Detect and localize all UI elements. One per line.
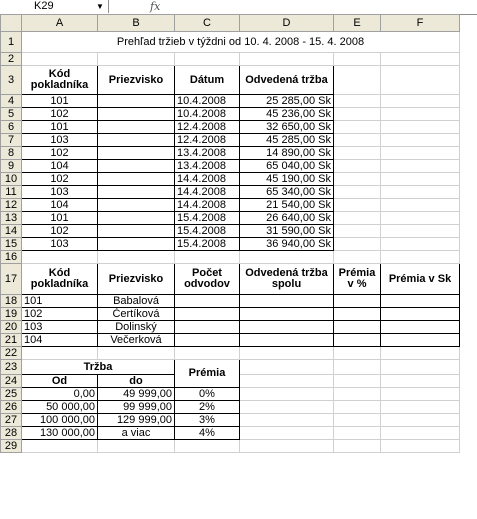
cell[interactable] <box>334 66 381 95</box>
column-header-c[interactable]: C <box>175 15 240 32</box>
cell[interactable] <box>381 121 460 134</box>
cell[interactable] <box>240 440 334 453</box>
table-row <box>1 212 460 225</box>
t3-cell-bonus[interactable]: 3% <box>175 414 240 427</box>
t1-cell-surname[interactable] <box>98 199 175 212</box>
cell[interactable] <box>240 360 334 375</box>
t1-cell-date[interactable]: 10.4.2008 <box>175 108 240 121</box>
t1-cell-date[interactable]: 15.4.2008 <box>175 212 240 225</box>
t1-cell-revenue[interactable]: 21 540,00 Sk <box>240 199 334 212</box>
cell[interactable] <box>381 427 460 440</box>
column-header-row <box>1 15 460 32</box>
sheet-title[interactable]: Prehľad tržieb v týždni od 10. 4. 2008 - 15. 4. 2008 <box>22 32 460 53</box>
column-header-b[interactable]: B <box>98 15 175 32</box>
cell[interactable] <box>381 53 460 66</box>
t2-header-cashier-code[interactable]: Kód pokladníka <box>22 264 98 295</box>
cell[interactable] <box>381 414 460 427</box>
t2-cell-code[interactable]: 101 <box>22 295 98 308</box>
table-row <box>1 321 460 334</box>
row-header-5[interactable]: 5 <box>1 108 22 121</box>
cell[interactable] <box>334 440 381 453</box>
cell[interactable] <box>334 186 381 199</box>
row-header-12[interactable]: 12 <box>1 199 22 212</box>
cell[interactable] <box>334 173 381 186</box>
column-header-d[interactable]: D <box>240 15 334 32</box>
t2-cell-bonus-sk[interactable] <box>381 308 460 321</box>
t1-cell-surname[interactable] <box>98 160 175 173</box>
cell[interactable] <box>381 134 460 147</box>
column-header-e[interactable]: E <box>334 15 381 32</box>
formula-bar <box>0 0 477 15</box>
t1-cell-code[interactable]: 103 <box>22 186 98 199</box>
table-row <box>1 225 460 238</box>
name-box-value: K29 <box>34 0 54 12</box>
t3-cell-to[interactable]: a viac <box>98 427 175 440</box>
t1-cell-revenue[interactable]: 31 590,00 Sk <box>240 225 334 238</box>
row-header-23[interactable]: 23 <box>1 360 22 375</box>
cell[interactable] <box>334 212 381 225</box>
cell[interactable] <box>334 375 381 388</box>
t1-cell-date[interactable]: 12.4.2008 <box>175 121 240 134</box>
cell[interactable] <box>240 347 334 360</box>
t1-cell-surname[interactable] <box>98 108 175 121</box>
row-header-17[interactable]: 17 <box>1 264 22 295</box>
row-header-21[interactable]: 21 <box>1 334 22 347</box>
table-row <box>1 134 460 147</box>
cell[interactable] <box>240 414 334 427</box>
t3-cell-from[interactable]: 50 000,00 <box>22 401 98 414</box>
table-row <box>1 186 460 199</box>
row-header-18[interactable]: 18 <box>1 295 22 308</box>
cell[interactable] <box>334 414 381 427</box>
t1-cell-revenue[interactable]: 32 650,00 Sk <box>240 121 334 134</box>
cell[interactable] <box>240 401 334 414</box>
cell[interactable] <box>240 375 334 388</box>
t1-cell-surname[interactable] <box>98 238 175 251</box>
cell[interactable] <box>334 160 381 173</box>
row-header-27[interactable]: 27 <box>1 414 22 427</box>
cell[interactable] <box>381 251 460 264</box>
cell[interactable] <box>98 347 175 360</box>
t1-cell-date[interactable]: 15.4.2008 <box>175 225 240 238</box>
cell[interactable] <box>334 108 381 121</box>
t1-cell-revenue[interactable]: 45 190,00 Sk <box>240 173 334 186</box>
t3-header-from[interactable]: Od <box>22 375 98 388</box>
row-header-16[interactable]: 16 <box>1 251 22 264</box>
table-row <box>1 295 460 308</box>
cell[interactable] <box>334 401 381 414</box>
cell[interactable] <box>22 53 98 66</box>
t2-cell-revenue-total[interactable] <box>240 308 334 321</box>
t3-header-revenue[interactable]: Tržba <box>22 360 175 375</box>
t1-cell-surname[interactable] <box>98 121 175 134</box>
formula-input[interactable] <box>170 0 470 13</box>
column-header-f[interactable]: F <box>381 15 460 32</box>
table-row <box>1 388 460 401</box>
row-header-28[interactable]: 28 <box>1 427 22 440</box>
cell[interactable] <box>98 440 175 453</box>
cell[interactable] <box>22 440 98 453</box>
cell[interactable] <box>381 199 460 212</box>
t2-cell-count[interactable] <box>175 295 240 308</box>
table-row <box>1 308 460 321</box>
row-header-11[interactable]: 11 <box>1 186 22 199</box>
t3-header-to[interactable]: do <box>98 375 175 388</box>
table-row <box>1 427 460 440</box>
t2-cell-count[interactable] <box>175 308 240 321</box>
cell[interactable] <box>381 238 460 251</box>
t2-cell-bonus-percent[interactable] <box>334 308 381 321</box>
cell[interactable] <box>334 121 381 134</box>
t2-cell-count[interactable] <box>175 321 240 334</box>
t2-header-bonus-sk[interactable]: Prémia v Sk <box>381 264 460 295</box>
row-header-22[interactable]: 22 <box>1 347 22 360</box>
cell[interactable] <box>381 147 460 160</box>
row-header-19[interactable]: 19 <box>1 308 22 321</box>
cell[interactable] <box>22 251 98 264</box>
row-header-20[interactable]: 20 <box>1 321 22 334</box>
row-header-4[interactable]: 4 <box>1 95 22 108</box>
t2-cell-bonus-sk[interactable] <box>381 295 460 308</box>
row-header-26[interactable]: 26 <box>1 401 22 414</box>
t3-cell-to[interactable]: 49 999,00 <box>98 388 175 401</box>
cell[interactable] <box>334 147 381 160</box>
t2-cell-bonus-percent[interactable] <box>334 295 381 308</box>
t2-cell-revenue-total[interactable] <box>240 321 334 334</box>
cell[interactable] <box>334 388 381 401</box>
t2-cell-bonus-percent[interactable] <box>334 334 381 347</box>
t2-cell-count[interactable] <box>175 334 240 347</box>
t1-cell-revenue[interactable]: 25 285,00 Sk <box>240 95 334 108</box>
row-header-24[interactable]: 24 <box>1 375 22 388</box>
t2-cell-surname[interactable]: Babalová <box>98 295 175 308</box>
t1-cell-date[interactable]: 14.4.2008 <box>175 199 240 212</box>
table-row <box>1 199 460 212</box>
t2-cell-bonus-percent[interactable] <box>334 321 381 334</box>
t1-header-cashier-code[interactable]: Kód pokladníka <box>22 66 98 95</box>
cell[interactable] <box>22 347 98 360</box>
row-header-13[interactable]: 13 <box>1 212 22 225</box>
t2-cell-revenue-total[interactable] <box>240 295 334 308</box>
t1-cell-surname[interactable] <box>98 212 175 225</box>
t2-header-revenue-total[interactable]: Odvedená tržba spolu <box>240 264 334 295</box>
t1-header-revenue[interactable]: Odvedená tržba <box>240 66 334 95</box>
table-row <box>1 147 460 160</box>
table-row <box>1 160 460 173</box>
cell[interactable] <box>381 108 460 121</box>
select-all-corner[interactable] <box>1 15 22 32</box>
column-header-a[interactable]: A <box>22 15 98 32</box>
cell[interactable] <box>381 375 460 388</box>
t3-cell-to[interactable]: 99 999,00 <box>98 401 175 414</box>
t1-cell-revenue[interactable]: 45 285,00 Sk <box>240 134 334 147</box>
t1-cell-date[interactable]: 13.4.2008 <box>175 147 240 160</box>
table-row <box>1 108 460 121</box>
table-row <box>1 238 460 251</box>
row-header-7[interactable]: 7 <box>1 134 22 147</box>
t1-cell-code[interactable]: 101 <box>22 212 98 225</box>
table-row <box>1 414 460 427</box>
t1-cell-surname[interactable] <box>98 173 175 186</box>
cell[interactable] <box>334 347 381 360</box>
cell[interactable] <box>98 53 175 66</box>
cell[interactable] <box>381 212 460 225</box>
t1-cell-revenue[interactable]: 36 940,00 Sk <box>240 238 334 251</box>
t1-cell-code[interactable]: 102 <box>22 108 98 121</box>
row-header-25[interactable]: 25 <box>1 388 22 401</box>
cell[interactable] <box>381 160 460 173</box>
cell[interactable] <box>334 199 381 212</box>
row-header-14[interactable]: 14 <box>1 225 22 238</box>
t1-cell-code[interactable]: 103 <box>22 134 98 147</box>
row-header-29[interactable]: 29 <box>1 440 22 453</box>
cell[interactable] <box>334 95 381 108</box>
t2-cell-surname[interactable]: Večerková <box>98 334 175 347</box>
cell[interactable] <box>175 251 240 264</box>
t1-cell-surname[interactable] <box>98 134 175 147</box>
cell[interactable] <box>381 186 460 199</box>
cell[interactable] <box>98 251 175 264</box>
cell[interactable] <box>334 251 381 264</box>
t2-cell-code[interactable]: 102 <box>22 308 98 321</box>
t3-cell-bonus[interactable]: 2% <box>175 401 240 414</box>
t1-cell-revenue[interactable]: 65 040,00 Sk <box>240 160 334 173</box>
cell[interactable] <box>381 440 460 453</box>
table-row <box>1 334 460 347</box>
spreadsheet-grid[interactable] <box>0 14 460 453</box>
cell[interactable] <box>334 225 381 238</box>
t1-cell-code[interactable]: 101 <box>22 95 98 108</box>
row-header-3[interactable]: 3 <box>1 66 22 95</box>
t2-header-bonus-percent[interactable]: Prémia v % <box>334 264 381 295</box>
cell[interactable] <box>240 53 334 66</box>
t1-cell-date[interactable]: 12.4.2008 <box>175 134 240 147</box>
t3-header-bonus[interactable]: Prémia <box>175 360 240 388</box>
t1-cell-date[interactable]: 14.4.2008 <box>175 173 240 186</box>
cell[interactable] <box>381 173 460 186</box>
cell[interactable] <box>381 95 460 108</box>
t1-cell-revenue[interactable]: 65 340,00 Sk <box>240 186 334 199</box>
t1-cell-surname[interactable] <box>98 225 175 238</box>
cell[interactable] <box>240 427 334 440</box>
t2-cell-bonus-sk[interactable] <box>381 334 460 347</box>
table-row <box>1 95 460 108</box>
t1-cell-date[interactable]: 15.4.2008 <box>175 238 240 251</box>
cell[interactable] <box>175 347 240 360</box>
cell[interactable] <box>381 360 460 375</box>
cell[interactable] <box>381 388 460 401</box>
cell[interactable] <box>334 427 381 440</box>
t1-cell-code[interactable]: 103 <box>22 238 98 251</box>
t2-header-surname[interactable]: Priezvisko <box>98 264 175 295</box>
t3-cell-to[interactable]: 129 999,00 <box>98 414 175 427</box>
t2-cell-surname[interactable]: Čertíková <box>98 308 175 321</box>
row-header-9[interactable]: 9 <box>1 160 22 173</box>
fx-icon[interactable]: fx <box>150 0 161 13</box>
t1-cell-code[interactable]: 104 <box>22 160 98 173</box>
t2-cell-revenue-total[interactable] <box>240 334 334 347</box>
t2-cell-bonus-sk[interactable] <box>381 321 460 334</box>
row-header-2[interactable]: 2 <box>1 53 22 66</box>
t3-cell-from[interactable]: 100 000,00 <box>22 414 98 427</box>
table-row <box>1 401 460 414</box>
cell[interactable] <box>240 388 334 401</box>
row-header-1[interactable]: 1 <box>1 32 22 53</box>
cell[interactable] <box>381 401 460 414</box>
t1-cell-code[interactable]: 102 <box>22 173 98 186</box>
t1-cell-surname[interactable] <box>98 95 175 108</box>
t3-cell-from[interactable]: 0,00 <box>22 388 98 401</box>
t1-cell-code[interactable]: 101 <box>22 121 98 134</box>
table-row <box>1 173 460 186</box>
t1-header-surname[interactable]: Priezvisko <box>98 66 175 95</box>
row-header-15[interactable]: 15 <box>1 238 22 251</box>
t1-cell-surname[interactable] <box>98 147 175 160</box>
t1-cell-code[interactable]: 104 <box>22 199 98 212</box>
row-header-6[interactable]: 6 <box>1 121 22 134</box>
row-header-10[interactable]: 10 <box>1 173 22 186</box>
t1-cell-date[interactable]: 14.4.2008 <box>175 186 240 199</box>
t2-cell-surname[interactable]: Dolinský <box>98 321 175 334</box>
cell[interactable] <box>334 53 381 66</box>
t3-cell-from[interactable]: 130 000,00 <box>22 427 98 440</box>
t1-cell-code[interactable]: 102 <box>22 147 98 160</box>
cell[interactable] <box>334 360 381 375</box>
t1-cell-surname[interactable] <box>98 186 175 199</box>
cell[interactable] <box>381 347 460 360</box>
t1-cell-revenue[interactable]: 14 890,00 Sk <box>240 147 334 160</box>
t2-cell-code[interactable]: 103 <box>22 321 98 334</box>
t1-cell-date[interactable]: 10.4.2008 <box>175 95 240 108</box>
t1-cell-date[interactable]: 13.4.2008 <box>175 160 240 173</box>
table-row <box>1 121 460 134</box>
cell[interactable] <box>381 66 460 95</box>
t2-cell-code[interactable]: 104 <box>22 334 98 347</box>
cell[interactable] <box>175 53 240 66</box>
cell[interactable] <box>334 238 381 251</box>
t1-cell-revenue[interactable]: 26 640,00 Sk <box>240 212 334 225</box>
t2-header-count[interactable]: Počet odvodov <box>175 264 240 295</box>
t1-cell-code[interactable]: 102 <box>22 225 98 238</box>
cell[interactable] <box>240 251 334 264</box>
t1-cell-revenue[interactable]: 45 236,00 Sk <box>240 108 334 121</box>
cell[interactable] <box>381 225 460 238</box>
chevron-down-icon[interactable]: ▼ <box>96 2 104 11</box>
name-box[interactable] <box>0 0 109 13</box>
t1-header-date[interactable]: Dátum <box>175 66 240 95</box>
row-header-8[interactable]: 8 <box>1 147 22 160</box>
t3-cell-bonus[interactable]: 4% <box>175 427 240 440</box>
cell[interactable] <box>334 134 381 147</box>
cell[interactable] <box>175 440 240 453</box>
t3-cell-bonus[interactable]: 0% <box>175 388 240 401</box>
